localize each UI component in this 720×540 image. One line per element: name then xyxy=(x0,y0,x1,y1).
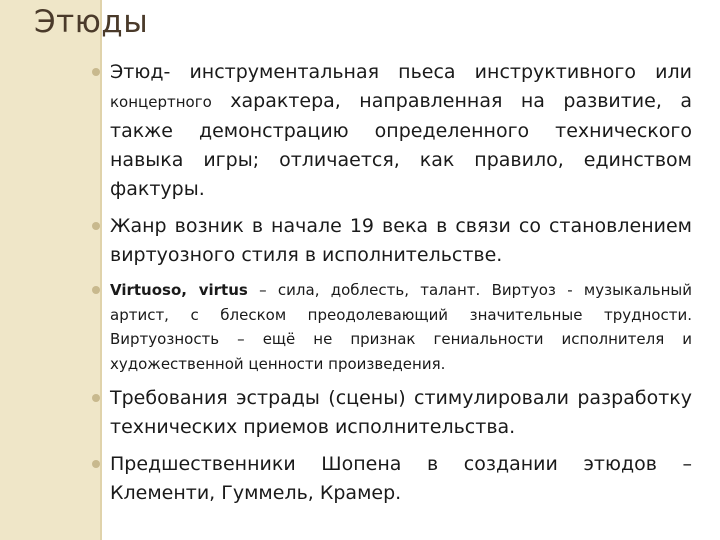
genre-origin-text: Жанр возник в начале 19 века в связи со становлением виртуозного стиля в исполнительстве. xyxy=(110,215,692,266)
bullet-etude-definition xyxy=(92,58,692,204)
bullet-dot-icon xyxy=(92,460,100,468)
definition-small-word: концертного xyxy=(110,93,212,111)
bullet-dot-icon xyxy=(92,394,100,402)
decorative-sidebar xyxy=(0,0,100,540)
bullet-stage-requirements xyxy=(92,384,692,442)
bullet-dot-icon xyxy=(92,68,100,76)
bullet-predecessors xyxy=(92,450,692,508)
bullet-dot-icon xyxy=(92,222,100,230)
slide-body xyxy=(92,58,692,508)
bullet-genre-origin xyxy=(92,212,692,270)
bullet-dot-icon xyxy=(92,286,100,294)
term-dash: - xyxy=(163,61,171,83)
slide-title: Этюды xyxy=(34,4,149,40)
virtuoso-term: Virtuoso, virtus xyxy=(110,281,248,299)
term-etude: Этюд xyxy=(110,61,164,83)
stage-requirements-text: Требования эстрады (сцены) стимулировали разработку технических приемов исполнительства. xyxy=(110,387,692,438)
virtuoso-text: – сила, доблесть, талант. Виртуоз - музыкальный артист, с блеском преодолевающий значительные трудности. Виртуозность – ещё не признак гениальности исполнителя и художественной ценности произведения. xyxy=(110,281,693,373)
predecessors-text: Предшественники Шопена в создании этюдов – Клементи, Гуммель, Крамер. xyxy=(110,453,692,504)
definition-text-2: характера, направленная на развитие, а также демонстрацию определенного технического навыка игры; отличается, как правило, единством фактуры. xyxy=(110,90,692,200)
definition-text-1: инструментальная пьеса инструктивного или xyxy=(170,61,692,83)
bullet-virtuoso xyxy=(92,278,692,376)
